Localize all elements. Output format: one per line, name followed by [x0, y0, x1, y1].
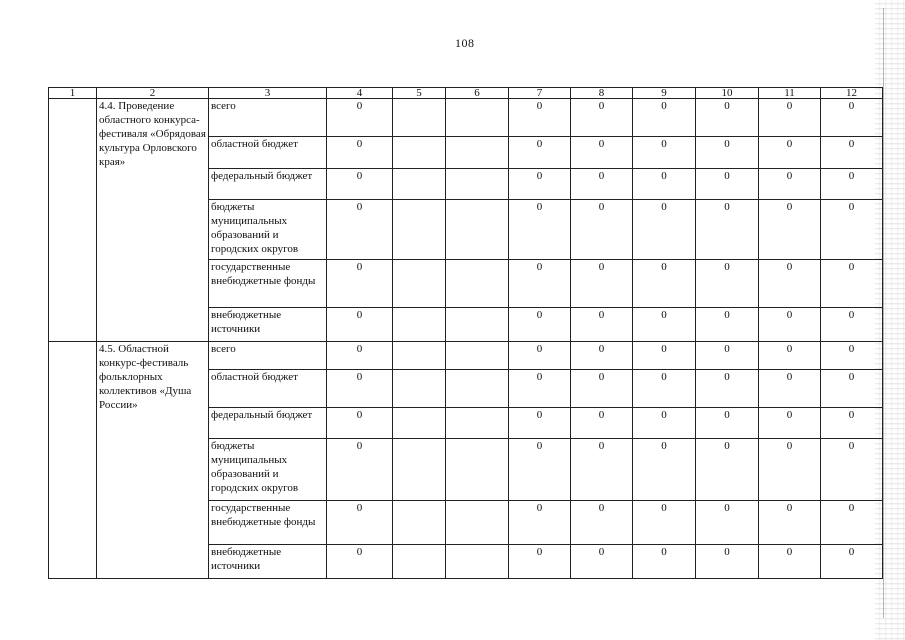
value-cell: 0: [633, 200, 696, 260]
value-cell: [446, 99, 509, 137]
header-cell: 7: [509, 88, 571, 99]
header-cell: 6: [446, 88, 509, 99]
value-cell: 0: [759, 200, 821, 260]
row-number-cell: [49, 342, 97, 579]
value-cell: 0: [696, 137, 759, 169]
value-cell: 0: [571, 439, 633, 501]
header-cell: 9: [633, 88, 696, 99]
activity-cell: 4.4. Проведение областного конкурса-фестиваля «Обрядовая культура Орловского края»: [97, 99, 209, 342]
value-cell: 0: [633, 501, 696, 545]
value-cell: 0: [696, 260, 759, 308]
value-cell: 0: [509, 370, 571, 408]
value-cell: 0: [759, 439, 821, 501]
header-cell: 10: [696, 88, 759, 99]
header-cell: 11: [759, 88, 821, 99]
value-cell: [393, 342, 446, 370]
header-cell: 12: [821, 88, 883, 99]
value-cell: [446, 200, 509, 260]
funding-source-cell: всего: [209, 99, 327, 137]
funding-source-cell: всего: [209, 342, 327, 370]
value-cell: [446, 501, 509, 545]
value-cell: [393, 260, 446, 308]
value-cell: [393, 308, 446, 342]
value-cell: [393, 370, 446, 408]
header-cell: 3: [209, 88, 327, 99]
value-cell: 0: [571, 342, 633, 370]
value-cell: [446, 308, 509, 342]
value-cell: 0: [327, 169, 393, 200]
table-row: [49, 99, 883, 137]
value-cell: 0: [633, 99, 696, 137]
header-cell: 2: [97, 88, 209, 99]
value-cell: 0: [696, 200, 759, 260]
value-cell: 0: [327, 370, 393, 408]
value-cell: 0: [759, 501, 821, 545]
value-cell: 0: [327, 200, 393, 260]
value-cell: 0: [571, 137, 633, 169]
value-cell: 0: [821, 137, 883, 169]
value-cell: [446, 169, 509, 200]
value-cell: 0: [327, 99, 393, 137]
value-cell: [393, 545, 446, 579]
value-cell: 0: [633, 260, 696, 308]
value-cell: 0: [821, 342, 883, 370]
value-cell: 0: [633, 439, 696, 501]
value-cell: [446, 408, 509, 439]
funding-source-cell: федеральный бюджет: [209, 408, 327, 439]
value-cell: 0: [327, 137, 393, 169]
value-cell: 0: [821, 308, 883, 342]
value-cell: 0: [821, 169, 883, 200]
value-cell: 0: [571, 200, 633, 260]
value-cell: 0: [696, 501, 759, 545]
funding-source-cell: бюджеты муниципальных образований и городских округов: [209, 200, 327, 260]
funding-source-cell: государственные внебюджетные фонды: [209, 501, 327, 545]
value-cell: 0: [571, 408, 633, 439]
value-cell: 0: [327, 408, 393, 439]
value-cell: 0: [327, 439, 393, 501]
value-cell: 0: [509, 408, 571, 439]
value-cell: 0: [821, 439, 883, 501]
value-cell: [393, 439, 446, 501]
funding-source-cell: федеральный бюджет: [209, 169, 327, 200]
value-cell: 0: [509, 260, 571, 308]
value-cell: 0: [509, 169, 571, 200]
funding-source-cell: областной бюджет: [209, 137, 327, 169]
value-cell: 0: [821, 501, 883, 545]
value-cell: 0: [759, 408, 821, 439]
value-cell: 0: [696, 545, 759, 579]
value-cell: 0: [696, 408, 759, 439]
value-cell: 0: [633, 137, 696, 169]
value-cell: [393, 99, 446, 137]
header-cell: 8: [571, 88, 633, 99]
funding-source-cell: бюджеты муниципальных образований и городских округов: [209, 439, 327, 501]
value-cell: 0: [821, 370, 883, 408]
page-number: 108: [455, 36, 475, 50]
budget-table: [48, 87, 883, 579]
value-cell: [393, 408, 446, 439]
value-cell: 0: [759, 260, 821, 308]
value-cell: 0: [571, 169, 633, 200]
funding-source-cell: государственные внебюджетные фонды: [209, 260, 327, 308]
activity-cell: 4.5. Областной конкурс-фестиваль фольклорных коллективов «Душа России»: [97, 342, 209, 579]
header-cell: 4: [327, 88, 393, 99]
value-cell: 0: [509, 137, 571, 169]
value-cell: 0: [327, 308, 393, 342]
value-cell: [446, 260, 509, 308]
value-cell: 0: [633, 308, 696, 342]
value-cell: 0: [571, 260, 633, 308]
value-cell: 0: [509, 342, 571, 370]
value-cell: 0: [821, 545, 883, 579]
value-cell: 0: [821, 200, 883, 260]
value-cell: 0: [759, 308, 821, 342]
value-cell: 0: [759, 137, 821, 169]
value-cell: 0: [759, 169, 821, 200]
value-cell: 0: [696, 439, 759, 501]
value-cell: 0: [633, 370, 696, 408]
value-cell: 0: [633, 169, 696, 200]
header-row: [49, 88, 883, 99]
value-cell: 0: [509, 200, 571, 260]
funding-source-cell: внебюджетные источники: [209, 308, 327, 342]
funding-source-cell: внебюджетные источники: [209, 545, 327, 579]
table-row: [49, 342, 883, 370]
value-cell: 0: [327, 342, 393, 370]
value-cell: [393, 137, 446, 169]
value-cell: 0: [821, 99, 883, 137]
value-cell: 0: [633, 545, 696, 579]
value-cell: [446, 545, 509, 579]
value-cell: 0: [509, 545, 571, 579]
header-cell: 5: [393, 88, 446, 99]
value-cell: 0: [696, 342, 759, 370]
value-cell: 0: [696, 169, 759, 200]
value-cell: 0: [327, 501, 393, 545]
value-cell: [446, 342, 509, 370]
value-cell: 0: [509, 439, 571, 501]
value-cell: 0: [696, 308, 759, 342]
value-cell: 0: [571, 99, 633, 137]
value-cell: 0: [571, 308, 633, 342]
value-cell: [393, 169, 446, 200]
value-cell: [393, 501, 446, 545]
value-cell: 0: [633, 408, 696, 439]
value-cell: 0: [821, 260, 883, 308]
funding-source-cell: областной бюджет: [209, 370, 327, 408]
value-cell: 0: [759, 99, 821, 137]
value-cell: 0: [509, 99, 571, 137]
value-cell: 0: [759, 342, 821, 370]
value-cell: [446, 137, 509, 169]
value-cell: 0: [571, 370, 633, 408]
value-cell: [446, 439, 509, 501]
value-cell: 0: [509, 308, 571, 342]
value-cell: 0: [571, 501, 633, 545]
value-cell: 0: [821, 408, 883, 439]
value-cell: 0: [327, 260, 393, 308]
value-cell: 0: [633, 342, 696, 370]
value-cell: [446, 370, 509, 408]
value-cell: 0: [696, 99, 759, 137]
value-cell: 0: [509, 501, 571, 545]
value-cell: 0: [696, 370, 759, 408]
header-cell: 1: [49, 88, 97, 99]
value-cell: 0: [571, 545, 633, 579]
value-cell: 0: [759, 370, 821, 408]
value-cell: [393, 200, 446, 260]
value-cell: 0: [759, 545, 821, 579]
row-number-cell: [49, 99, 97, 342]
value-cell: 0: [327, 545, 393, 579]
